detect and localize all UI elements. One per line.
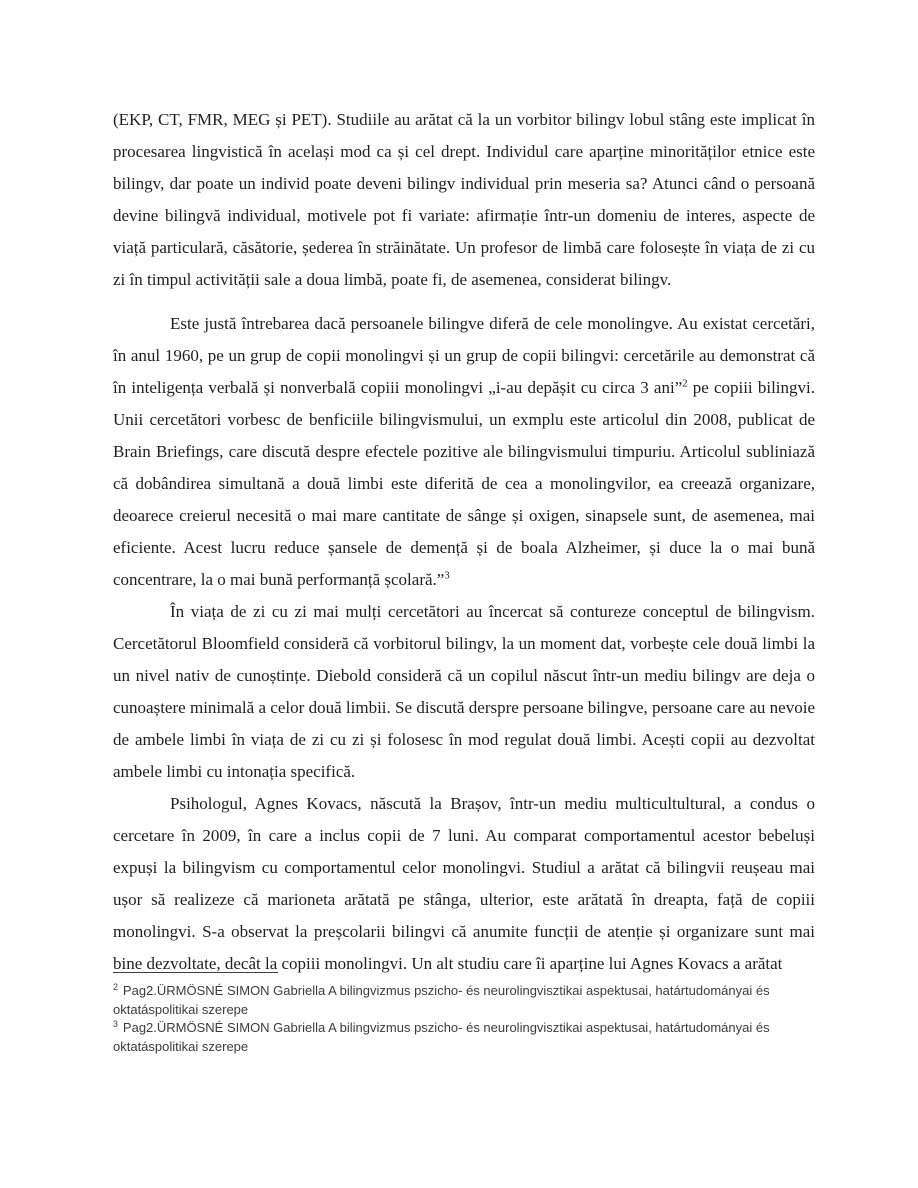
footnote-2-marker: 2 [113, 981, 118, 992]
paragraph-1-text: (EKP, CT, FMR, MEG și PET). Studiile au arătat că la un vorbitor bilingv lobul stâng este implicat în procesarea lingvistică în același mod ca și cel drept. Individul care aparține minorităților etnice este bilingv, dar poate un individ poate deveni bilingv individual prin meseria sa? Atunci când o persoană devine bilingvă individual, motivele pot fi variate: afirmație într-un domeniu de interes, aspecte de viață particulară, căsătorie, șederea în străinătate. Un profesor de limbă care folosește în viața de zi cu zi în timpul activității sale a doua limbă, poate fi, de asemenea, considerat bilingv. [113, 110, 815, 289]
paragraph-2-text-a: Este justă întrebarea dacă persoanele bilingve diferă de cele monolingve. Au existat cercetări, în anul 1960, pe un grup de copii monolingvi și un grup de copii bilingvi: cercetările au demonstrat că în inteligența verbală și nonverbală copiii monolingvi „i-au depășit cu circa 3 ani” [113, 314, 815, 397]
paragraph-4 [113, 788, 815, 980]
footnote-item-3 [113, 1019, 819, 1056]
paragraph-3 [113, 596, 815, 788]
paragraph-2-text-b: pe copiii bilingvi. Unii cercetători vorbesc de benficiile bilingvismului, un exmplu este articolul din 2008, publicat de Brain Briefings, care discută despre efectele pozitive ale bilingvismului timpuriu. Articolul subliniază că dobândirea simultană a două limbi este diferită de cea a monolingvilor, ea creează organizare, deoarece creierul necesită o mai mare cantitate de sânge și oxigen, sinapsele sunt, de asemenea, mai eficiente. Acest lucru reduce șansele de demență și de boala Alzheimer, și duce la o mai bună concentrare, la o mai bună performanță școlară.” [113, 378, 815, 589]
footnote-item-2 [113, 982, 819, 1019]
footnote-3-marker: 3 [113, 1018, 118, 1029]
paragraph-4-text: Psihologul, Agnes Kovacs, născută la Brașov, într-un mediu multicultultural, a condus o cercetare în 2009, în care a inclus copii de 7 luni. Au comparat comportamentul acestor bebeluși expuși la bilingvism cu comportamentul celor monolingvi. Studiul a arătat că bilingvii reușeau mai ușor să realizeze că marioneta arătată pe stânga, ulterior, este arătată în dreapta, față de copiii monolingvi. S-a observat la preșcolarii bilingvi că anumite funcții de atenție și organizare sunt mai bine dezvoltate, decât la copiii monolingvi. Un alt studiu care îi aparține lui Agnes Kovacs a arătat [113, 794, 815, 973]
footnote-ref-3: 3 [444, 570, 450, 582]
footnote-separator [113, 972, 278, 973]
footnote-ref-2: 2 [682, 378, 688, 390]
footnote-3-text: Pag2.ÜRMÖSNÉ SIMON Gabriella A bilingvizmus pszicho- és neurolingvisztikai aspektusai, határtudományai és oktatáspolitikai szerepe [113, 1020, 770, 1054]
paragraph-1 [113, 104, 815, 296]
paragraph-3-text: În viața de zi cu zi mai mulți cercetători au încercat să contureze conceptul de bilingvism. Cercetătorul Bloomfield consideră că vorbitorul bilingv, la un moment dat, vorbește cele două limbi la un nivel nativ de cunoștințe. Diebold consideră că un copilul născut într-un mediu bilingv are deja o cunoaștere minimală a celor două limbii. Se discută derspre persoane bilingve, persoane care au nevoie de ambele limbi în viața de zi cu zi și folosesc în mod regulat două limbi. Acești copii au dezvoltat ambele limbi cu intonația specifică. [113, 602, 815, 781]
footnote-2-text: Pag2.ÜRMÖSNÉ SIMON Gabriella A bilingvizmus pszicho- és neurolingvisztikai aspektusai, határtudományai és oktatáspolitikai szerepe [113, 983, 770, 1017]
document-body[interactable] [113, 104, 815, 980]
footnote-section [113, 972, 819, 1056]
paragraph-2 [113, 308, 815, 596]
